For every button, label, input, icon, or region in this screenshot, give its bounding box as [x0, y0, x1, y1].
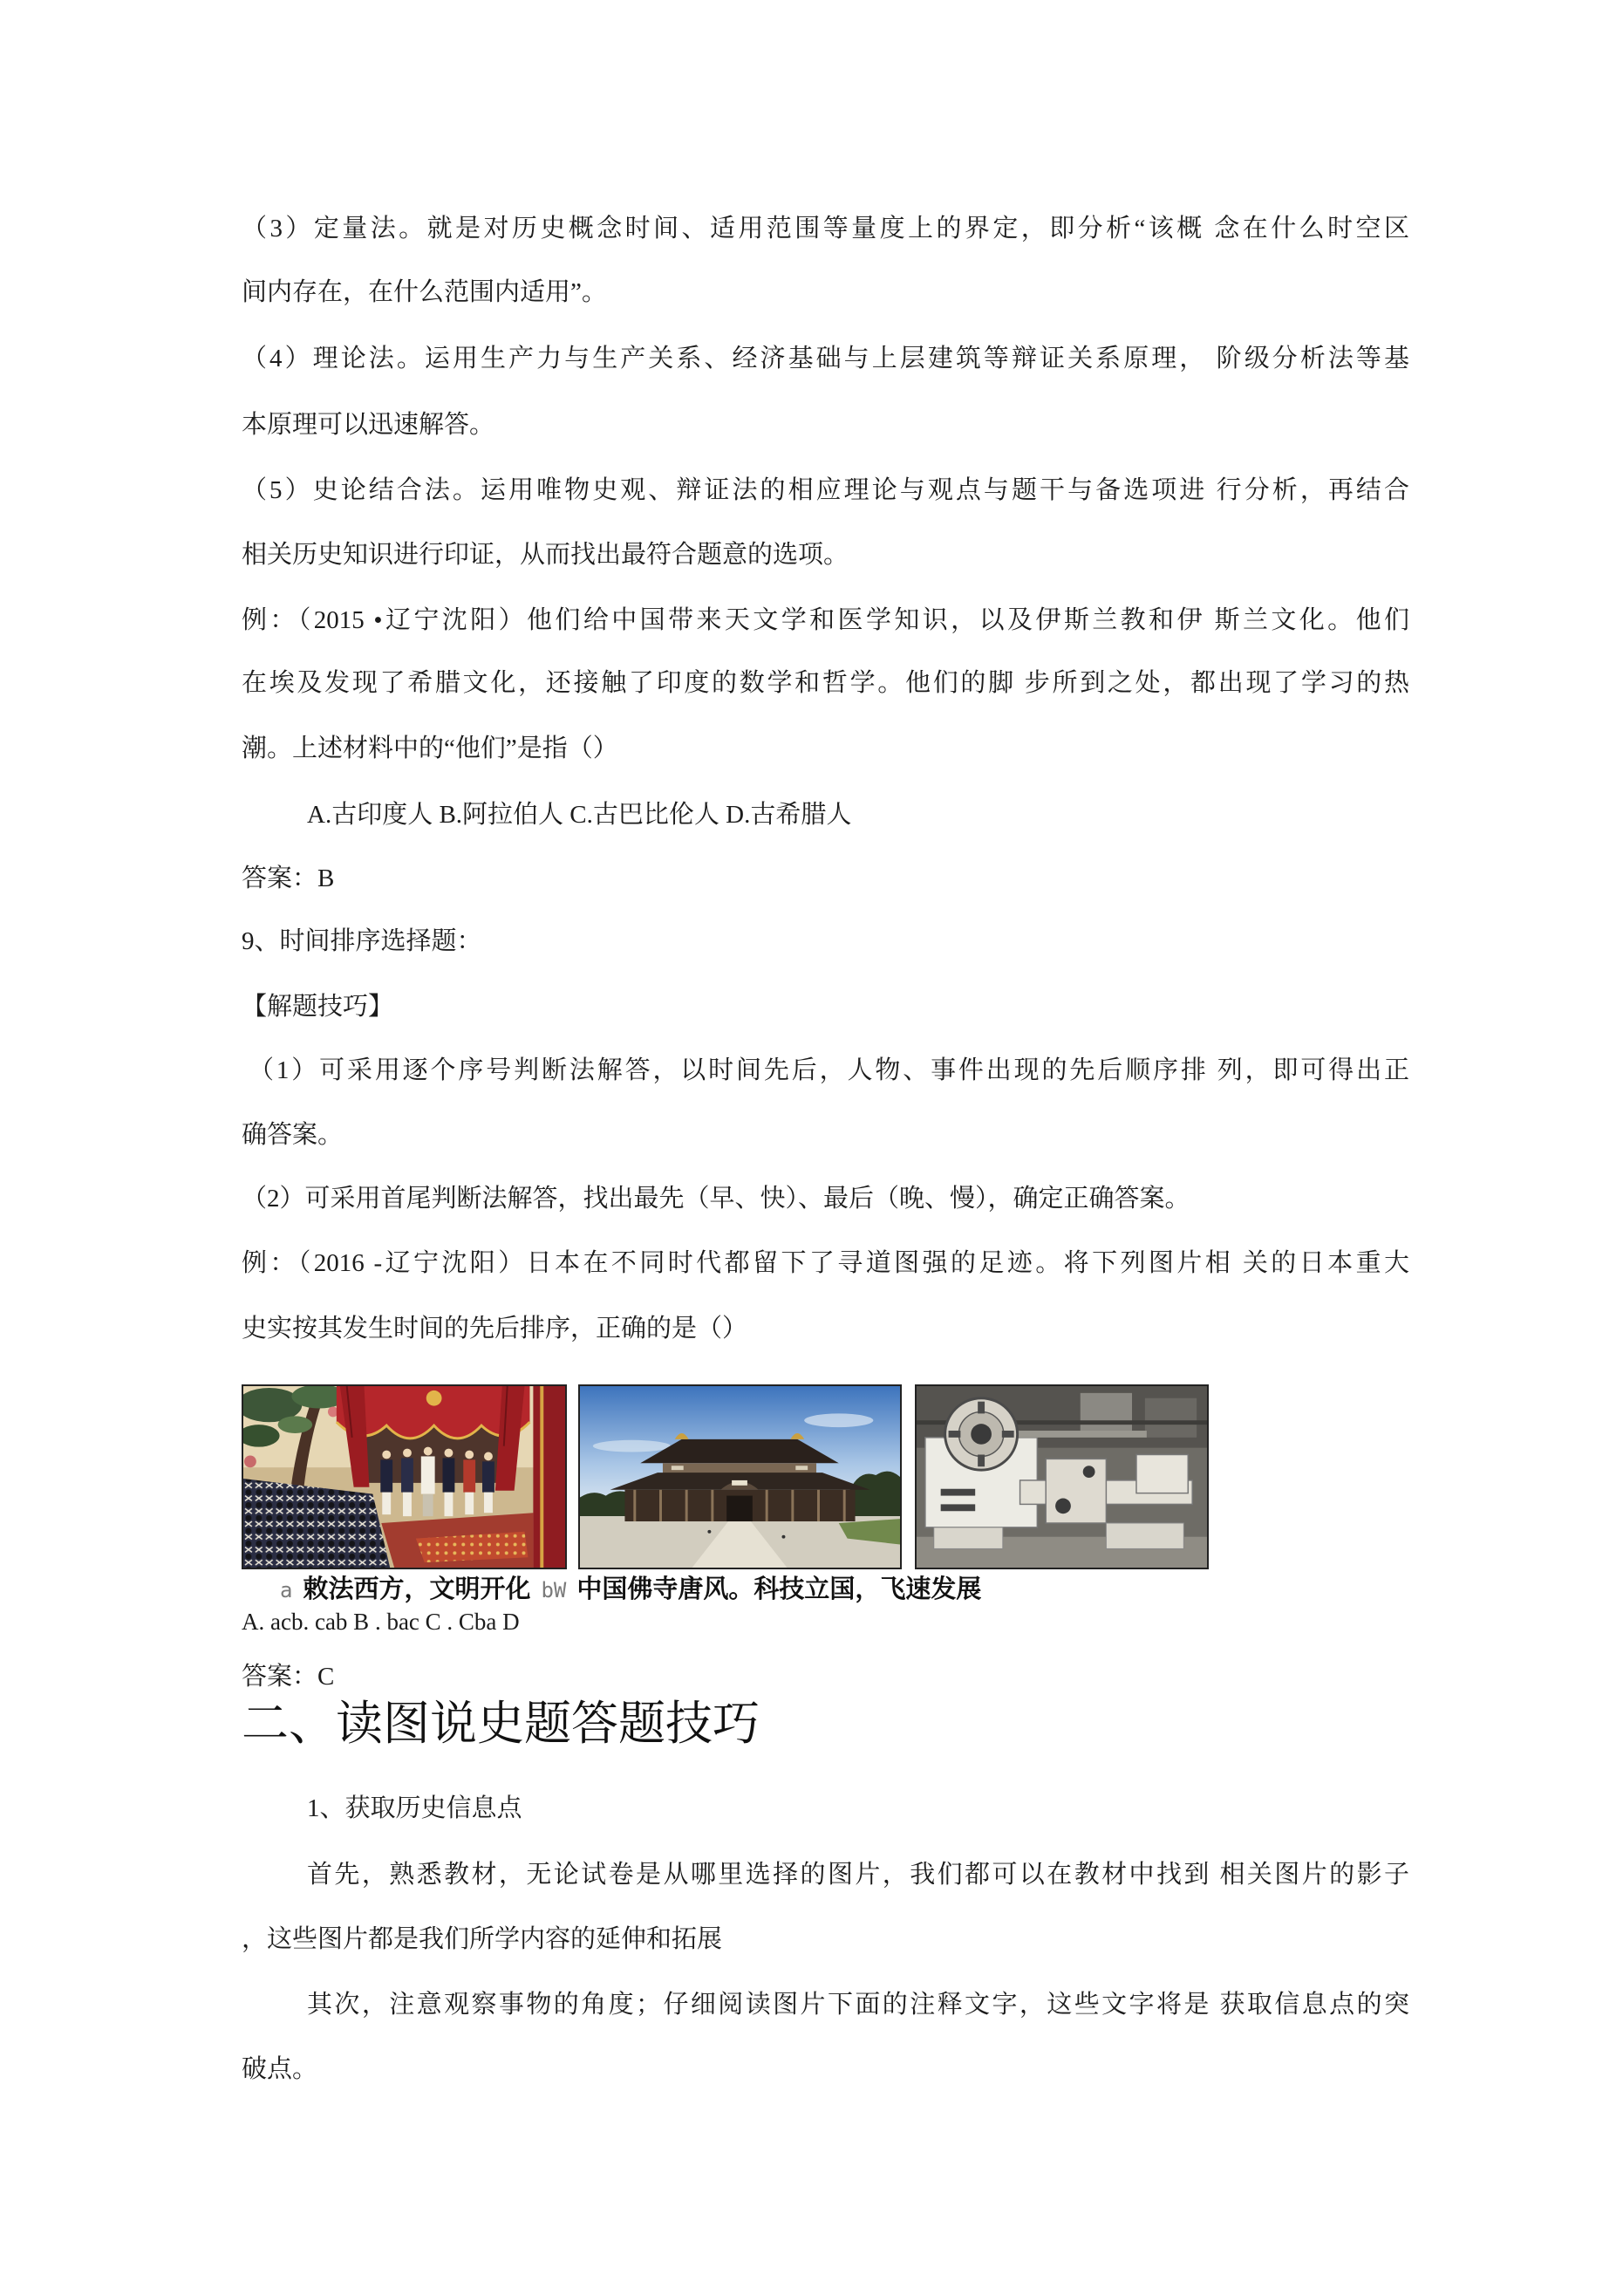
red-pillar — [533, 1386, 565, 1568]
figure-caption — [280, 1574, 981, 1606]
lathe-chuck — [945, 1398, 1018, 1470]
question-type-title: 9、时间排序选择题： — [242, 927, 482, 955]
courtyard — [580, 1516, 900, 1568]
first-paragraph-line: ，这些图片都是我们所学内容的延伸和拓展 — [242, 1925, 723, 1953]
second-paragraph-line: 破点。 — [242, 2055, 318, 2083]
example-2016-question-line: 例：（2016 -辽宁沈阳）日本在不同时代都留下了寻道图强的足迹。将下列图片相 关的日本重大 — [242, 1249, 1409, 1277]
temple-image — [580, 1386, 900, 1568]
meiji-painting-image — [243, 1386, 565, 1568]
method-quantitative-line: （3）定量法。就是对历史概念时间、适用范围等量度上的界定，即分析“该概 念在什么时空区 — [242, 215, 1409, 243]
caption-text-b: 中国佛寺唐风。科技立国，飞速发展 — [576, 1575, 982, 1603]
lathe-image — [917, 1386, 1207, 1568]
example-2015-question-line: 潮。上述材料中的“他们”是指（） — [242, 735, 618, 762]
method-history-theory-line: （5）史论结合法。运用唯物史观、辩证法的相应理论与观点与题干与备选项进 行分析，再结合 — [242, 476, 1409, 504]
example-2016-answer: 答案：C — [242, 1663, 335, 1691]
second-paragraph-line: 其次，注意观察事物的角度；仔细阅读图片下面的注释文字，这些文字将是 获取信息点的突 — [307, 1991, 1409, 2019]
tips-heading: 【解题技巧】 — [242, 993, 394, 1021]
example-2015-question-line: 在埃及发现了希腊文化，还接触了印度的数学和哲学。他们的脚 步所到之处，都出现了学习的热 — [242, 669, 1409, 697]
example-2016-question-line: 史实按其发生时间的先后排序，正确的是（） — [242, 1315, 748, 1343]
example-2016-options: A. acb. cab B . bac C . Cba D — [242, 1609, 520, 1635]
method-theory-line: （4）理论法。运用生产力与生产关系、经济基础与上层建筑等辩证关系原理， 阶级分析法等基 — [242, 345, 1409, 372]
section-point-title: 1、获取历史信息点 — [307, 1794, 522, 1822]
figure-meiji-painting — [242, 1384, 567, 1569]
section-heading: 二、读图说史题答题技巧 — [242, 1698, 760, 1750]
figure-lathe-photo — [915, 1384, 1209, 1569]
method-history-theory-line: 相关历史知识进行印证，从而找出最符合题意的选项。 — [242, 541, 849, 569]
caption-text-a: 敕法西方，文明开化 — [303, 1575, 531, 1603]
tip-2-line: （2）可采用首尾判断法解答，找出最先（早、快）、最后（晚、慢），确定正确答案。 — [242, 1185, 1190, 1213]
example-2015-question-line: 例：（2015 •辽宁沈阳）他们给中国带来天文学和医学知识，以及伊斯兰教和伊 斯兰文化。他们 — [242, 606, 1409, 634]
figure-temple-photo — [578, 1384, 902, 1569]
example-2015-options: A.古印度人 B.阿拉伯人 C.古巴比伦人 D.古希腊人 — [307, 801, 852, 829]
caption-label-b: bW — [541, 1578, 567, 1602]
method-theory-line: 本原理可以迅速解答。 — [242, 411, 495, 439]
tip-1-line: （1）可采用逐个序号判断法解答，以时间先后，人物、事件出现的先后顺序排 列，即可得出正 — [249, 1056, 1409, 1084]
method-quantitative-line: 间内存在，在什么范围内适用”。 — [242, 278, 607, 306]
example-2015-answer: 答案：B — [242, 864, 335, 892]
tip-1-line: 确答案。 — [242, 1121, 344, 1149]
caption-label-a: a — [280, 1578, 293, 1602]
first-paragraph-line: 首先，熟悉教材，无论试卷是从哪里选择的图片，我们都可以在教材中找到 相关图片的影子 — [307, 1861, 1409, 1889]
